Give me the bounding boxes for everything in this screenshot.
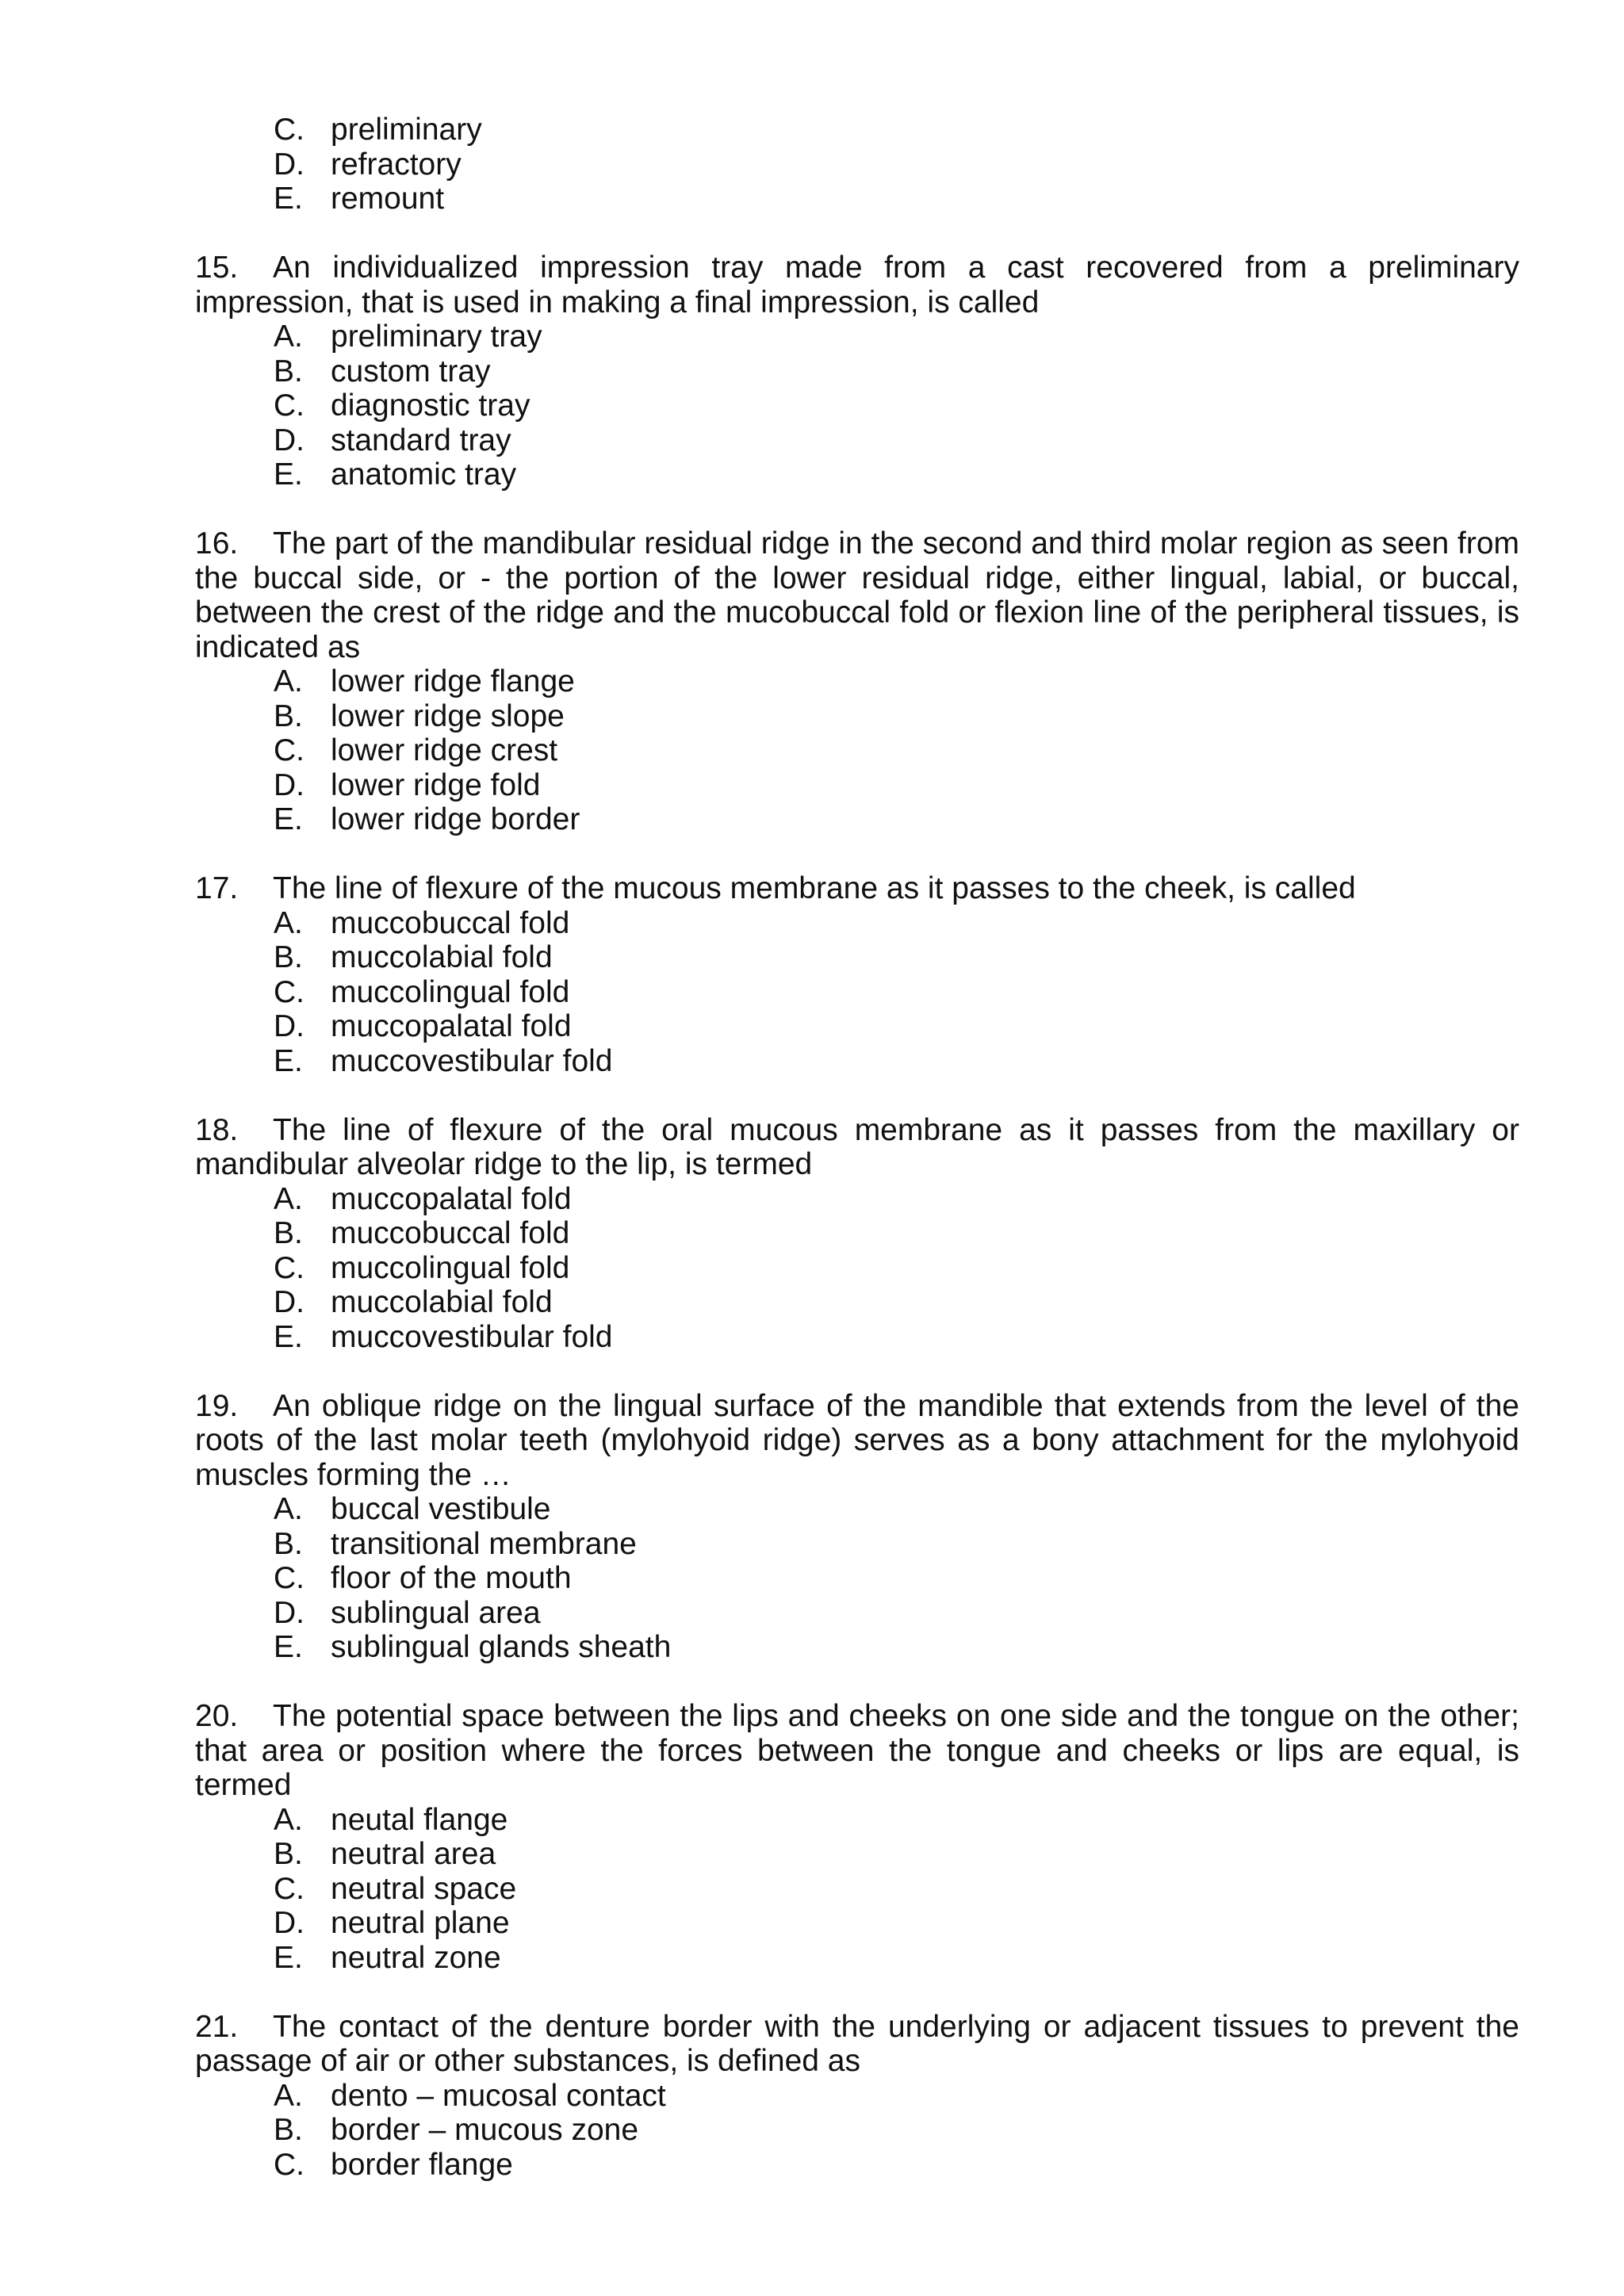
option-item — [195, 1837, 1519, 1872]
question-text: An individualized impression tray made from a cast recovered from a preliminary impression, that is used in making a final impression, is called — [195, 251, 1519, 320]
options-list — [195, 906, 1519, 1079]
option-text: muccolabial fold — [331, 1285, 553, 1319]
question-stem — [195, 526, 1519, 664]
option-letter: A. — [274, 1181, 303, 1216]
question-text: The line of flexure of the mucous membrane as it passes to the cheek, is called — [273, 871, 1356, 905]
option-item — [195, 1906, 1519, 1941]
option-letter: A. — [274, 1492, 303, 1526]
option-text: border flange — [331, 2147, 513, 2182]
option-item — [195, 2148, 1519, 2183]
option-text: preliminary — [331, 113, 482, 147]
option-text: sublingual area — [331, 1595, 541, 1630]
question-stem — [195, 1113, 1519, 1182]
option-text: transitional membrane — [331, 1526, 637, 1561]
option-item — [195, 2079, 1519, 2114]
option-text: muccobuccal fold — [331, 905, 570, 940]
option-letter: E. — [274, 1940, 303, 1975]
option-letter: B. — [274, 354, 303, 388]
question-16 — [195, 526, 1519, 837]
option-item — [195, 1630, 1519, 1665]
option-item — [195, 147, 1519, 182]
option-letter: A. — [274, 320, 303, 354]
continued-options-list — [195, 113, 1519, 216]
option-item — [195, 1251, 1519, 1286]
option-item — [195, 699, 1519, 734]
option-text: muccovestibular fold — [331, 1319, 613, 1354]
question-number: 21. — [195, 2009, 239, 2044]
option-item — [195, 1803, 1519, 1838]
option-text: refractory — [331, 147, 462, 182]
option-text: lower ridge fold — [331, 767, 541, 802]
option-text: custom tray — [331, 354, 491, 388]
option-letter: A. — [274, 2078, 303, 2113]
option-letter: C. — [274, 1871, 304, 1906]
option-letter: D. — [274, 423, 304, 457]
option-item — [195, 1872, 1519, 1907]
question-stem — [195, 251, 1519, 320]
option-item — [195, 1527, 1519, 1562]
option-letter: B. — [274, 2113, 303, 2147]
option-item — [195, 802, 1519, 837]
option-letter: C. — [274, 974, 304, 1009]
option-text: muccopalatal fold — [331, 1181, 572, 1216]
option-letter: B. — [274, 940, 303, 974]
question-number: 16. — [195, 526, 239, 561]
option-item — [195, 2113, 1519, 2148]
option-letter: D. — [274, 1009, 304, 1043]
option-text: muccolingual fold — [331, 1250, 570, 1285]
option-text: muccolabial fold — [331, 940, 553, 974]
option-letter: E. — [274, 802, 303, 836]
option-item — [195, 388, 1519, 423]
option-text: buccal vestibule — [331, 1492, 551, 1526]
option-item — [195, 1320, 1519, 1355]
option-text: preliminary tray — [331, 320, 542, 354]
option-text: neutral plane — [331, 1906, 510, 1940]
option-letter: A. — [274, 905, 303, 940]
option-item — [195, 768, 1519, 803]
option-item — [195, 182, 1519, 216]
option-text: anatomic tray — [331, 457, 517, 492]
option-text: lower ridge crest — [331, 733, 558, 767]
option-item — [195, 1492, 1519, 1527]
option-letter: D. — [274, 147, 304, 182]
question-19 — [195, 1389, 1519, 1665]
option-text: muccolingual fold — [331, 974, 570, 1009]
option-text: lower ridge border — [331, 802, 580, 836]
option-item — [195, 1044, 1519, 1079]
option-item — [195, 457, 1519, 492]
option-text: neutral zone — [331, 1940, 501, 1975]
question-17 — [195, 871, 1519, 1078]
question-text: The part of the mandibular residual ridge in the second and third molar region as seen from the buccal side, or - the portion of the lower residual ridge, either lingual, labial, or buccal, between the crest of the ridge and the mucobuccal fold or flexion line of the peripheral tissues, is indicated as — [195, 526, 1519, 664]
option-letter: C. — [274, 733, 304, 767]
options-list — [195, 1803, 1519, 1976]
option-letter: C. — [274, 388, 304, 423]
option-text: diagnostic tray — [331, 388, 530, 423]
option-letter: E. — [274, 457, 303, 492]
option-text: sublingual glands sheath — [331, 1630, 672, 1664]
option-letter: D. — [274, 1906, 304, 1940]
question-number: 18. — [195, 1112, 239, 1147]
question-text: The potential space between the lips and cheeks on one side and the tongue on the other; that area or position where the forces between the tongue and cheeks or lips are equal, is termed — [195, 1699, 1519, 1802]
options-list — [195, 664, 1519, 837]
document-page — [195, 113, 1519, 2182]
option-text: neutal flange — [331, 1802, 508, 1837]
question-stem — [195, 1699, 1519, 1803]
option-text: remount — [331, 182, 445, 216]
options-list — [195, 320, 1519, 492]
options-list — [195, 1182, 1519, 1355]
option-item — [195, 320, 1519, 354]
option-letter: C. — [274, 1250, 304, 1285]
question-text: The line of flexure of the oral mucous membrane as it passes from the maxillary or mandibular alveolar ridge to the lip, is termed — [195, 1112, 1519, 1181]
option-letter: E. — [274, 1630, 303, 1664]
option-text: muccovestibular fold — [331, 1043, 613, 1078]
option-item — [195, 1009, 1519, 1044]
option-item — [195, 975, 1519, 1010]
question-18 — [195, 1113, 1519, 1355]
question-text: An oblique ridge on the lingual surface of the mandible that extends from the level of the roots of the last molar teeth (mylohyoid ridge) serves as a bony attachment for the mylohyoid muscles forming the … — [195, 1388, 1519, 1492]
option-text: neutral space — [331, 1871, 517, 1906]
option-item — [195, 354, 1519, 389]
option-item — [195, 1941, 1519, 1976]
option-letter: C. — [274, 2147, 304, 2182]
option-letter: E. — [274, 182, 303, 216]
option-letter: B. — [274, 1837, 303, 1871]
option-text: dento – mucosal contact — [331, 2078, 666, 2113]
option-text: border – mucous zone — [331, 2113, 639, 2147]
option-text: muccobuccal fold — [331, 1216, 570, 1250]
option-item — [195, 664, 1519, 699]
option-letter: A. — [274, 1802, 303, 1837]
question-number: 17. — [195, 871, 239, 905]
option-letter: E. — [274, 1319, 303, 1354]
option-item — [195, 423, 1519, 458]
options-list — [195, 1492, 1519, 1665]
option-item — [195, 733, 1519, 768]
option-item — [195, 940, 1519, 975]
option-text: standard tray — [331, 423, 511, 457]
question-number: 15. — [195, 251, 239, 285]
question-stem — [195, 1389, 1519, 1493]
option-letter: A. — [274, 664, 303, 698]
option-letter: E. — [274, 1043, 303, 1078]
option-letter: B. — [274, 1216, 303, 1250]
question-15 — [195, 251, 1519, 492]
option-text: neutral area — [331, 1837, 496, 1871]
option-item — [195, 1216, 1519, 1251]
question-20 — [195, 1699, 1519, 1975]
option-item — [195, 906, 1519, 941]
options-list — [195, 2079, 1519, 2183]
option-item — [195, 1285, 1519, 1320]
option-letter: D. — [274, 1285, 304, 1319]
option-item — [195, 113, 1519, 147]
option-text: lower ridge slope — [331, 698, 565, 733]
question-stem — [195, 871, 1519, 906]
option-letter: C. — [274, 113, 304, 147]
question-stem — [195, 2010, 1519, 2079]
option-item — [195, 1596, 1519, 1631]
question-number: 19. — [195, 1388, 239, 1423]
option-letter: D. — [274, 767, 304, 802]
option-text: muccopalatal fold — [331, 1009, 572, 1043]
option-text: floor of the mouth — [331, 1561, 572, 1595]
option-letter: B. — [274, 698, 303, 733]
option-item — [195, 1561, 1519, 1596]
option-item — [195, 1182, 1519, 1217]
question-21 — [195, 2010, 1519, 2183]
option-letter: D. — [274, 1595, 304, 1630]
option-text: lower ridge flange — [331, 664, 575, 698]
question-number: 20. — [195, 1699, 239, 1733]
question-text: The contact of the denture border with the underlying or adjacent tissues to prevent the passage of air or other substances, is defined as — [195, 2009, 1519, 2078]
option-letter: B. — [274, 1526, 303, 1561]
option-letter: C. — [274, 1561, 304, 1595]
